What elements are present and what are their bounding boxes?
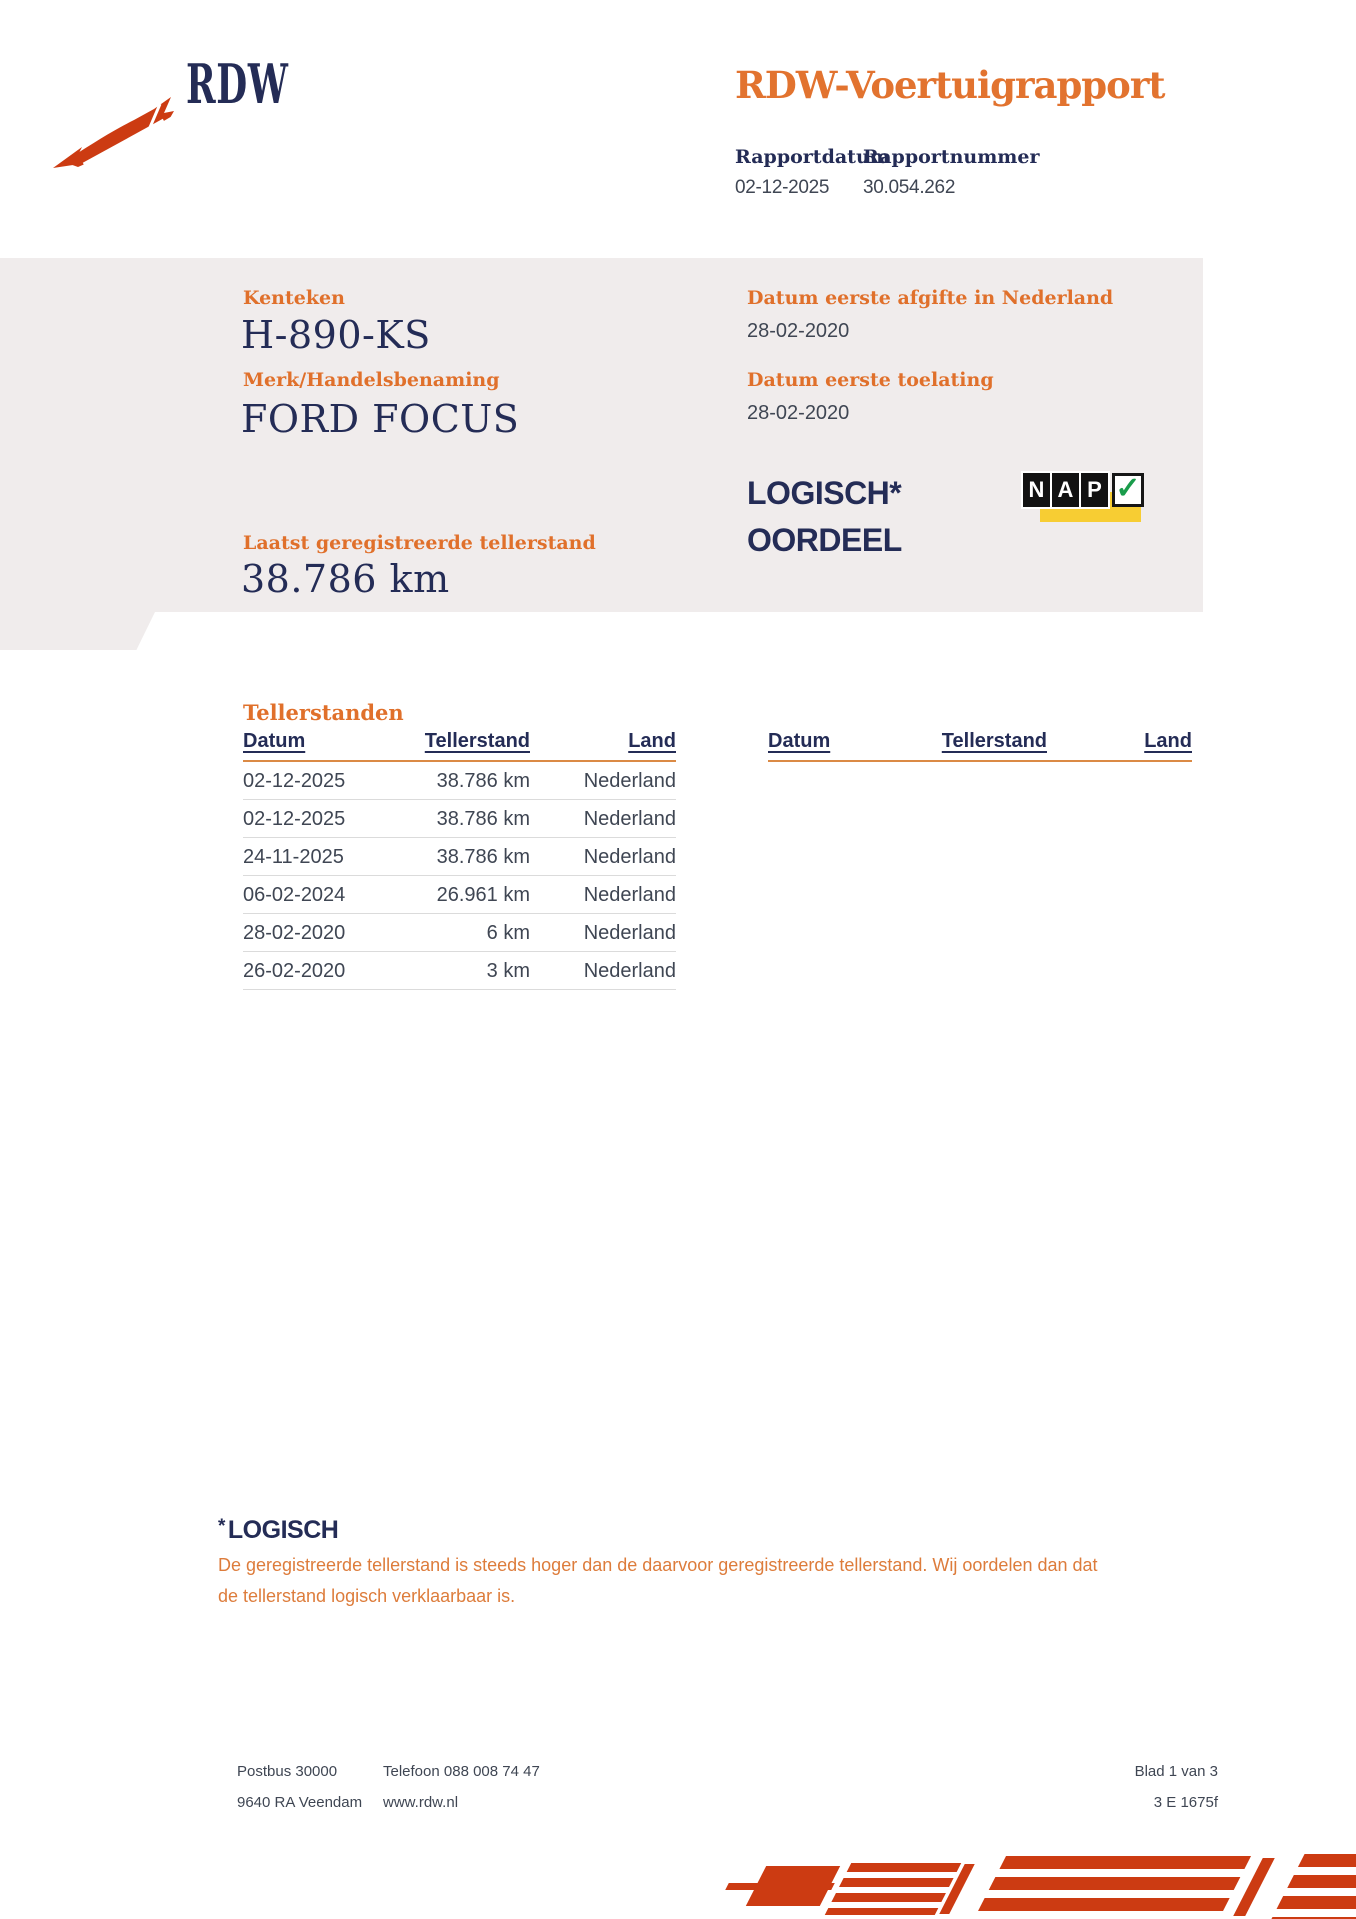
afgifte-value: 28-02-2020	[747, 320, 850, 342]
column-header: Datum	[768, 730, 928, 761]
footer-website-link[interactable]: www.rdw.nl	[383, 1794, 459, 1811]
page-indicator: Blad 1 van 3	[1134, 1763, 1218, 1780]
table-cell: Nederland	[530, 876, 676, 914]
report-date-label: Rapportdatum	[735, 146, 890, 168]
nap-letter-tile: N	[1023, 473, 1050, 507]
vehicle-summary-band-tail	[0, 612, 155, 650]
feather-icon	[50, 72, 180, 172]
footer-phone: Telefoon 088 008 74 47	[383, 1763, 540, 1780]
table-cell: 24-11-2025	[243, 838, 403, 876]
table-row	[243, 952, 676, 990]
footer-page-info	[1000, 1756, 1218, 1818]
table-header-row	[243, 730, 676, 761]
table-cell: Nederland	[530, 914, 676, 952]
column-header: Tellerstand	[403, 730, 530, 761]
footer-address-line2: 9640 RA Veendam	[237, 1794, 363, 1811]
table-cell: 38.786 km	[403, 800, 530, 838]
graphic-striped-parallelogram	[974, 1856, 1251, 1919]
table-cell: Nederland	[530, 952, 676, 990]
report-date-value: 02-12-2025	[735, 177, 830, 198]
table-row	[243, 761, 676, 800]
table-cell: 38.786 km	[403, 761, 530, 800]
asterisk-marker: *	[218, 1516, 225, 1537]
logisch-note-title	[218, 1516, 338, 1545]
column-header: Tellerstand	[928, 730, 1047, 761]
table-row	[243, 914, 676, 952]
merk-label: Merk/Handelsbenaming	[243, 369, 500, 391]
laatste-tellerstand-label: Laatst geregistreerde tellerstand	[243, 532, 596, 554]
oordeel-line2: OORDEEL	[747, 522, 902, 558]
graphic-solid-parallelogram	[746, 1866, 840, 1906]
afgifte-label: Datum eerste afgifte in Nederland	[747, 287, 1114, 309]
oordeel-line1: LOGISCH*	[747, 475, 902, 511]
table-cell: 6 km	[403, 914, 530, 952]
logisch-note-title-text: LOGISCH	[227, 1516, 339, 1544]
table-row	[243, 876, 676, 914]
nap-letter-tile: A	[1052, 473, 1079, 507]
rdw-feather-logo-icon	[50, 72, 180, 172]
kenteken-label: Kenteken	[243, 287, 345, 309]
laatste-tellerstand-value: 38.786 km	[241, 557, 450, 601]
table-cell: Nederland	[530, 838, 676, 876]
logisch-note-body: De geregistreerde tellerstand is steeds hoger dan de daarvoor geregistreerde tellerstand. Wij oordelen dan dat de tellerstand logisch verklaarbaar is.	[218, 1555, 1098, 1606]
report-number-value: 30.054.262	[863, 177, 956, 198]
form-code: 3 E 1675f	[1153, 1794, 1218, 1811]
toelating-value: 28-02-2020	[747, 402, 850, 424]
nap-checkmark-icon: ✓	[1112, 473, 1144, 507]
table-cell: 28-02-2020	[243, 914, 403, 952]
table-cell: 06-02-2024	[243, 876, 403, 914]
table-row	[243, 800, 676, 838]
table-row	[243, 838, 676, 876]
table-cell: 3 km	[403, 952, 530, 990]
table-cell: 26-02-2020	[243, 952, 403, 990]
column-header: Land	[530, 730, 676, 761]
footer-address-line1: Postbus 30000	[237, 1763, 338, 1780]
table-cell: Nederland	[530, 761, 676, 800]
graphic-stripe-cluster	[825, 1863, 961, 1915]
nap-logo	[1022, 468, 1157, 526]
table-cell: 02-12-2025	[243, 800, 403, 838]
column-header: Datum	[243, 730, 403, 761]
column-header: Land	[1047, 730, 1192, 761]
vehicle-summary-band	[0, 258, 1203, 612]
report-number-label: Rapportnummer	[863, 146, 1040, 168]
merk-value: FORD FOCUS	[241, 397, 520, 441]
footer-graphic	[0, 1850, 1356, 1919]
toelating-label: Datum eerste toelating	[747, 369, 994, 391]
oordeel-text	[747, 470, 902, 564]
tellerstanden-section-title: Tellerstanden	[243, 700, 404, 725]
table-cell: 26.961 km	[403, 876, 530, 914]
footer-contact	[383, 1756, 540, 1818]
table-cell: Nederland	[530, 800, 676, 838]
graphic-striped-parallelogram-edge	[1271, 1854, 1356, 1919]
table-cell: 02-12-2025	[243, 761, 403, 800]
footer-address	[237, 1756, 362, 1818]
kenteken-value: H-890-KS	[241, 313, 431, 357]
meter-table-empty	[768, 730, 1192, 762]
table-cell: 38.786 km	[403, 838, 530, 876]
table-header-row	[768, 730, 1192, 761]
meter-readings-table-right	[768, 730, 1192, 762]
rdw-logo-text: RDW	[186, 52, 289, 116]
nap-letter-tile: P	[1081, 473, 1108, 507]
page-title: RDW-Voertuigrapport	[735, 63, 1165, 107]
meter-readings-table-left	[243, 730, 676, 990]
meter-table	[243, 730, 676, 990]
